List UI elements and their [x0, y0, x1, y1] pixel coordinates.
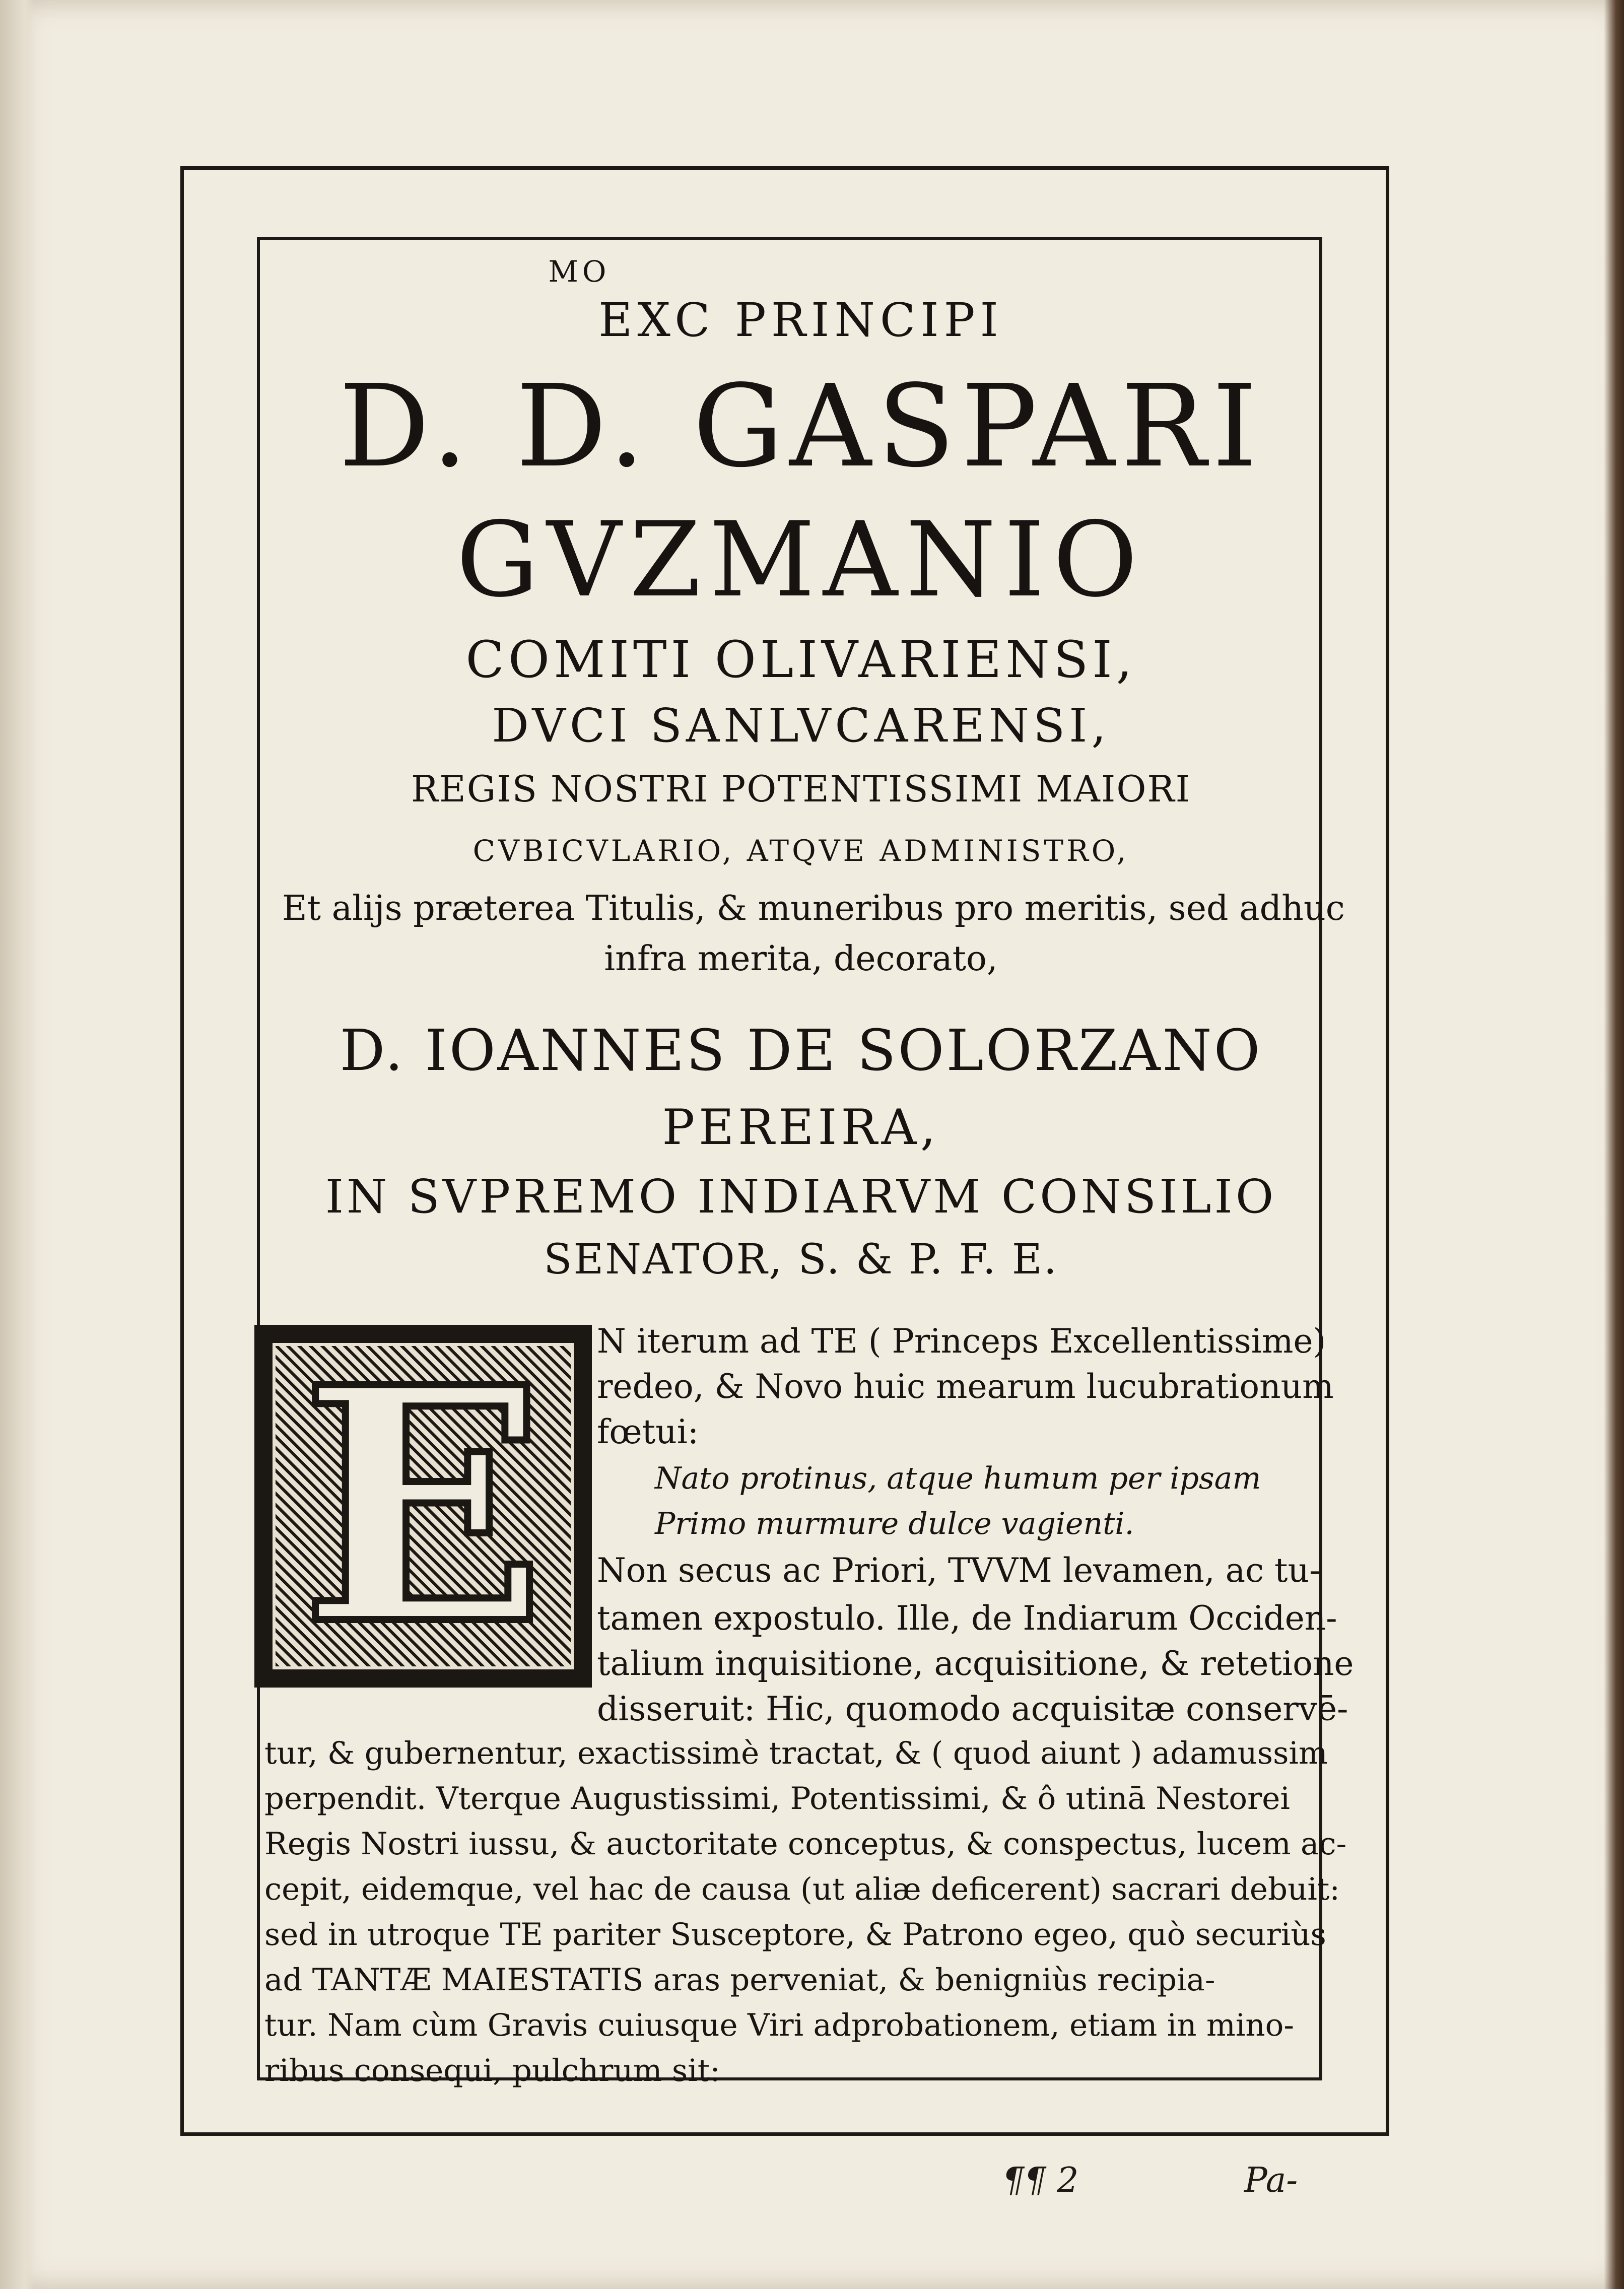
text-line: cepit, eidemque, vel hac de causa (ut aliæ deficerent) sacrari debuit:	[264, 1871, 1340, 1907]
author-consilio: IN SVPREMO INDIARVM CONSILIO	[325, 1170, 1277, 1224]
text-line: redeo, & Novo huic mearum lucubrationum	[597, 1367, 1334, 1406]
heading-titulis: Et alijs præterea Titulis, & muneribus pro meritis, sed adhuc	[282, 889, 1345, 928]
text-line: tamen expostulo. Ille, de Indiarum Occiden-	[597, 1599, 1337, 1638]
text-line: Non secus ac Priori, TVVM levamen, ac tu-	[597, 1551, 1321, 1590]
decorated-initial	[254, 1317, 592, 1696]
text-line: ribus consequi, pulchrum sit:	[264, 2053, 720, 2089]
heading-exc-principi: EXC PRINCIPI	[598, 293, 1003, 347]
heading-guzmanio: GVZMANIO	[456, 500, 1146, 620]
text-line: talium inquisitione, acquisitione, & retetione	[597, 1644, 1354, 1683]
author-name: D. IOANNES DE SOLORZANO	[340, 1018, 1262, 1084]
heading-decorato: infra merita, decorato,	[604, 939, 998, 979]
heading-mo: MO	[548, 254, 611, 289]
heading-gaspari: D. D. GASPARI	[339, 361, 1263, 493]
text-line: fœtui:	[597, 1412, 699, 1451]
text-line: disseruit: Hic, quomodo acquisitæ conservē-	[597, 1690, 1348, 1728]
catchword: Pa-	[1244, 2161, 1298, 2200]
author-pereira: PEREIRA,	[662, 1099, 940, 1156]
text-line: tur, & gubernentur, exactissimè tractat, & ( quod aiunt ) adamussim	[264, 1735, 1328, 1771]
text-line: sed in utroque TE pariter Susceptore, & Patrono egeo, quò securiùs	[264, 1917, 1326, 1953]
text-line: Regis Nostri iussu, & auctoritate conceptus, & conspectus, lucem ac-	[264, 1826, 1347, 1862]
page-gutter	[0, 0, 35, 2289]
text-line: perpendit. Vterque Augustissimi, Potentissimi, & ô utinā Nestorei	[264, 1781, 1290, 1816]
page-edge	[1604, 0, 1624, 2289]
text-line: tur. Nam cùm Gravis cuiusque Viri adprobationem, etiam in mino-	[264, 2007, 1294, 2043]
heading-duci: DVCI SANLVCARENSI,	[492, 699, 1110, 753]
heading-cubiculario: CVBICVLARIO, ATQVE ADMINISTRO,	[472, 834, 1129, 868]
verse-line: Primo murmure dulce vagienti.	[655, 1506, 1134, 1541]
text-line: ad TANTÆ MAIESTATIS aras perveniat, & benigniùs recipia-	[264, 1962, 1215, 1998]
verse-line: Nato protinus, atque humum per ipsam	[655, 1461, 1261, 1496]
heading-regis: REGIS NOSTRI POTENTISSIMI MAIORI	[411, 768, 1191, 810]
signature-mark: ¶¶ 2	[1002, 2161, 1079, 2200]
text-line: N iterum ad TE ( Princeps Excellentissime)	[597, 1322, 1326, 1361]
initial-letter: E	[300, 1317, 546, 1696]
heading-comiti: COMITI OLIVARIENSI,	[465, 630, 1136, 689]
author-senator: SENATOR, S. & P. F. E.	[544, 1236, 1058, 1284]
